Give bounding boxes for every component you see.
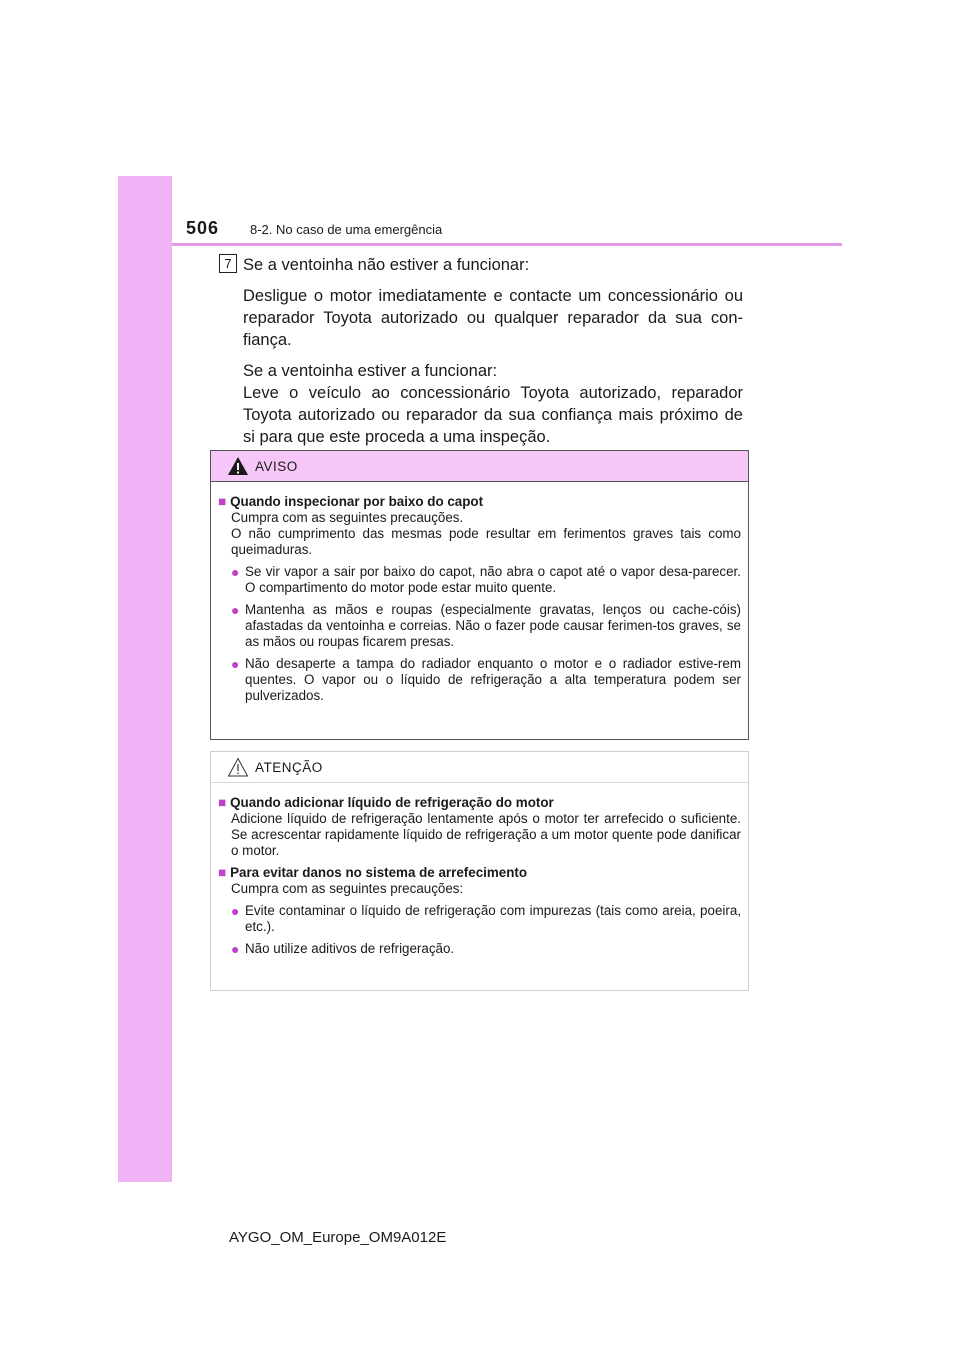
paragraph-fan-not-working: Se a ventoinha não estiver a funcionar:: [243, 256, 530, 274]
section-title: 8-2. No caso de uma emergência: [250, 222, 443, 237]
aviso-title: AVISO: [255, 458, 298, 474]
atencao-text-coolant: Adicione líquido de refrigeração lentamente após o motor ter arrefecido o suficiente. Se acrescentar rapidamente líquido de refrigeração a um motor quente pode danificar o motor.: [231, 811, 741, 858]
aviso-box: [210, 450, 749, 740]
square-bullet-icon: ■: [218, 795, 227, 810]
aviso-heading: ■ Quando inspecionar por baixo do capot: [218, 494, 484, 509]
list-item: ● Evite contaminar o líquido de refrigeração com impurezas (tais como areia, poeira, etc.).: [231, 903, 741, 934]
list-item: ● Mantenha as mãos e roupas (especialmente gravatas, lenços ou cache-cóis) afastadas da ventoinha e correias. Não o fazer pode causar ferimen-tos graves, se as mãos ou roupas ficarem presas.: [231, 602, 741, 649]
aviso-header: [211, 451, 748, 482]
aviso-intro-2: O não cumprimento das mesmas pode resultar em ferimentos graves tais como queimaduras.: [231, 526, 741, 557]
paragraph-contact-dealer: Desligue o motor imediatamente e contacte um concessionário ou reparador Toyota autorizado ou qualquer reparador da sua con-fiança.: [243, 287, 743, 349]
atencao-title: ATENÇÃO: [255, 759, 323, 775]
step-number-box: 7: [219, 254, 237, 273]
aviso-intro: Cumpra com as seguintes precauções.: [231, 510, 464, 525]
list-item: ● Não utilize aditivos de refrigeração.: [231, 941, 455, 957]
round-bullet-icon: ●: [231, 903, 240, 919]
side-tab-band: [118, 176, 172, 1182]
round-bullet-icon: ●: [231, 564, 240, 580]
caution-icon: [227, 757, 249, 777]
list-item: ● Se vir vapor a sair por baixo do capot, não abra o capot até o vapor desa-parecer. O compartimento do motor pode estar muito quente.: [231, 564, 741, 595]
page-number: 506: [186, 218, 220, 238]
paragraph-take-vehicle: Leve o veículo ao concessionário Toyota autorizado, reparador Toyota autorizado ou reparador da sua confiança mais próximo de si para que este proceda a uma inspeção.: [243, 384, 743, 446]
list-item: ● Não desaperte a tampa do radiador enquanto o motor e o radiador estive-rem quentes. O vapor ou o líquido de refrigeração a alta temperatura podem ser pulverizados.: [231, 656, 741, 703]
paragraph-fan-working: Se a ventoinha estiver a funcionar:: [243, 362, 498, 380]
square-bullet-icon: ■: [218, 865, 227, 880]
round-bullet-icon: ●: [231, 602, 240, 618]
header-rule: [172, 243, 842, 246]
square-bullet-icon: ■: [218, 494, 227, 509]
atencao-header: [211, 752, 748, 783]
warning-icon: [227, 456, 249, 476]
round-bullet-icon: ●: [231, 656, 240, 672]
atencao-text-cooling: Cumpra com as seguintes precauções:: [231, 881, 464, 896]
document-code: AYGO_OM_Europe_OM9A012E: [229, 1229, 447, 1246]
atencao-heading-cooling: ■ Para evitar danos no sistema de arrefecimento: [218, 865, 528, 880]
atencao-box: [210, 751, 749, 991]
atencao-heading-coolant: ■ Quando adicionar líquido de refrigeração do motor: [218, 795, 554, 810]
round-bullet-icon: ●: [231, 941, 240, 957]
main-text: [243, 254, 743, 448]
